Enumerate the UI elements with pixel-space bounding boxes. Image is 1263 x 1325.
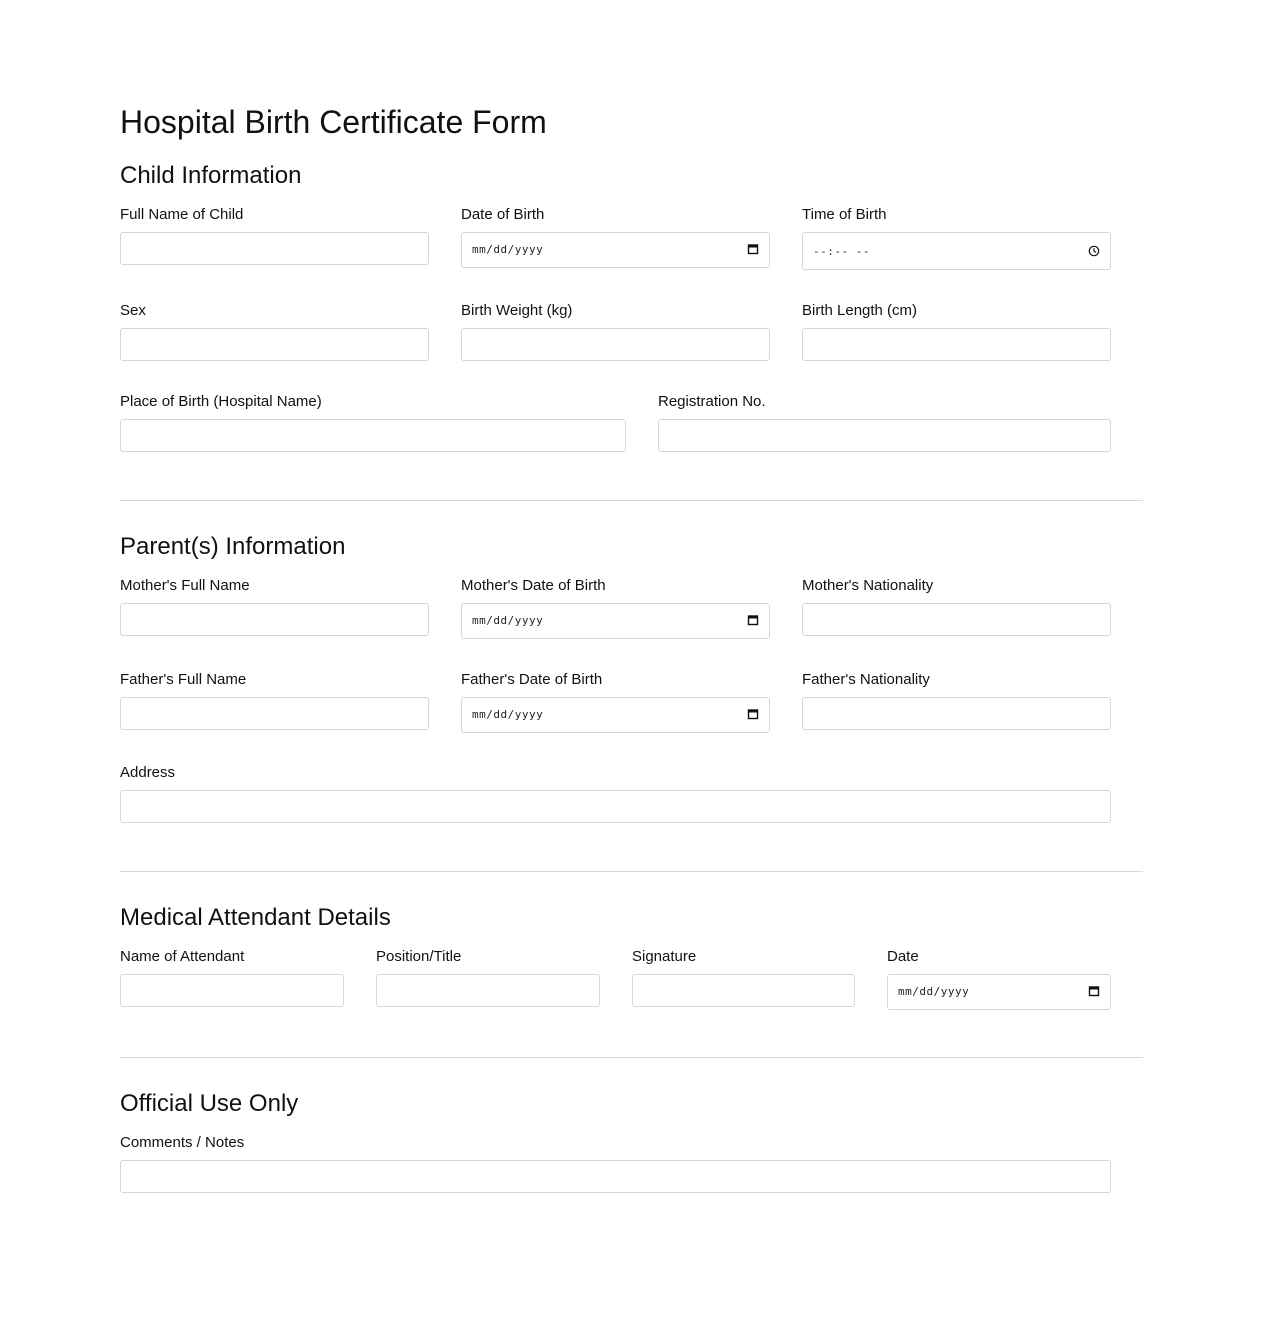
signature-field (632, 948, 855, 966)
father-nat-field (802, 671, 1111, 689)
child-row-3 (120, 393, 1111, 463)
field-label: Time of Birth (802, 206, 887, 223)
birth-weight-input[interactable] (461, 328, 770, 361)
field-label: Position/Title (376, 948, 462, 965)
field-label: Name of Attendant (120, 948, 245, 965)
field-label: Father's Date of Birth (461, 671, 603, 688)
child-row-1 (120, 206, 1111, 276)
attendant-name-field (120, 948, 344, 966)
mother-nat-field (802, 577, 1111, 595)
child-tob-input[interactable] (802, 232, 1111, 270)
parents-row-3 (120, 764, 1111, 834)
field-label: Place of Birth (Hospital Name) (120, 393, 322, 410)
child-row-2 (120, 302, 1111, 372)
mother-dob-field (461, 577, 770, 627)
field-label: Birth Weight (kg) (461, 302, 573, 319)
father-dob-input[interactable] (461, 697, 770, 733)
address-field (120, 764, 1111, 782)
mother-name-field (120, 577, 429, 595)
registration-no-input[interactable] (658, 419, 1111, 452)
father-name-field (120, 671, 429, 689)
field-label: Signature (632, 948, 697, 965)
section-heading-official: Official Use Only (120, 1090, 299, 1117)
mother-dob-input[interactable] (461, 603, 770, 639)
child-full-name-input[interactable] (120, 232, 429, 265)
sex-input[interactable] (120, 328, 429, 361)
birth-length-input[interactable] (802, 328, 1111, 361)
section-divider (120, 871, 1143, 872)
reg-no-field (658, 393, 1111, 411)
position-field (376, 948, 600, 966)
father-name-input[interactable] (120, 697, 429, 730)
clock-icon[interactable] (1088, 245, 1100, 257)
weight-field (461, 302, 770, 320)
comments-input[interactable] (120, 1160, 1111, 1193)
mother-nationality-input[interactable] (802, 603, 1111, 636)
address-input[interactable] (120, 790, 1111, 823)
section-heading-child: Child Information (120, 162, 302, 189)
field-label: Comments / Notes (120, 1134, 245, 1151)
child-dob-input[interactable] (461, 232, 770, 268)
tob-field (802, 206, 1111, 258)
calendar-icon[interactable] (747, 243, 759, 255)
attendant-date-input[interactable] (887, 974, 1111, 1010)
field-label: Full Name of Child (120, 206, 244, 223)
section-divider (120, 500, 1143, 501)
length-field (802, 302, 1111, 320)
parents-row-2 (120, 671, 1111, 741)
section-heading-parents: Parent(s) Information (120, 533, 346, 560)
date-placeholder: mm/dd/yyyy (472, 614, 544, 627)
field-label: Mother's Full Name (120, 577, 250, 594)
dob-field (461, 206, 770, 256)
attendant-row (120, 948, 1111, 1018)
time-placeholder: --:-- -- (813, 245, 870, 258)
position-input[interactable] (376, 974, 600, 1007)
full-name-field (120, 206, 429, 224)
field-label: Mother's Nationality (802, 577, 934, 594)
sex-field (120, 302, 429, 320)
field-label: Father's Nationality (802, 671, 930, 688)
date-placeholder: mm/dd/yyyy (472, 243, 544, 256)
page-title: Hospital Birth Certificate Form (120, 104, 547, 140)
section-divider (120, 1057, 1143, 1058)
field-label: Mother's Date of Birth (461, 577, 606, 594)
field-label: Birth Length (cm) (802, 302, 918, 319)
father-nationality-input[interactable] (802, 697, 1111, 730)
field-label: Father's Full Name (120, 671, 247, 688)
comments-field (120, 1134, 1111, 1152)
attendant-name-input[interactable] (120, 974, 344, 1007)
date-placeholder: mm/dd/yyyy (898, 985, 970, 998)
calendar-icon[interactable] (747, 614, 759, 626)
mother-name-input[interactable] (120, 603, 429, 636)
father-dob-field (461, 671, 770, 721)
field-label: Date (887, 948, 919, 965)
calendar-icon[interactable] (747, 708, 759, 720)
attendant-date-field (887, 948, 1111, 998)
parents-row-1 (120, 577, 1111, 647)
field-label: Address (120, 764, 176, 781)
date-placeholder: mm/dd/yyyy (472, 708, 544, 721)
field-label: Registration No. (658, 393, 766, 410)
section-heading-attendant: Medical Attendant Details (120, 904, 391, 931)
signature-input[interactable] (632, 974, 855, 1007)
field-label: Date of Birth (461, 206, 545, 223)
place-field (120, 393, 626, 411)
field-label: Sex (120, 302, 146, 319)
place-of-birth-input[interactable] (120, 419, 626, 452)
calendar-icon[interactable] (1088, 985, 1100, 997)
official-row (120, 1134, 1111, 1204)
